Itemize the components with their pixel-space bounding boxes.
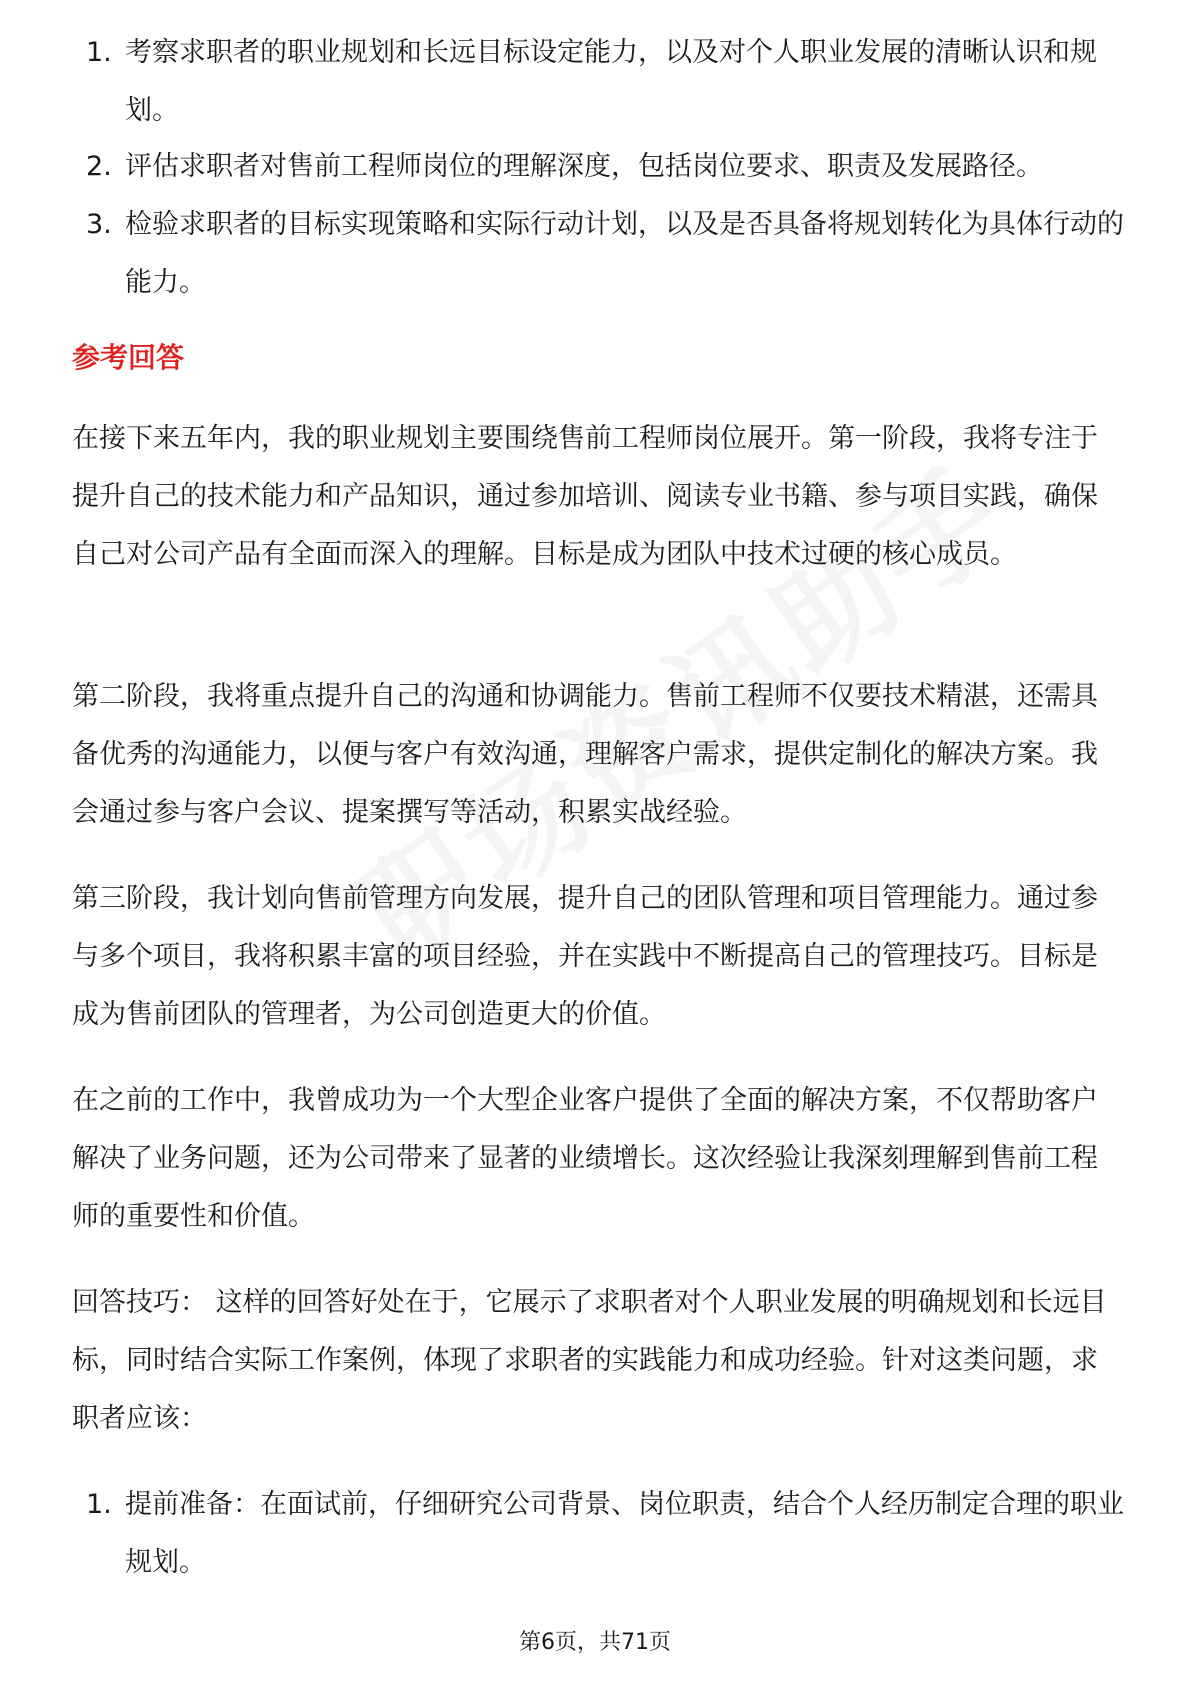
list-item — [72, 24, 1132, 140]
list-number: 3. — [86, 209, 112, 240]
list-item — [72, 1476, 1132, 1592]
list-item — [72, 196, 1132, 312]
list-number: 2. — [86, 151, 112, 182]
tips-list — [72, 1476, 1132, 1592]
paragraph: 在之前的工作中，我曾成功为一个大型企业客户提供了全面的解决方案，不仅帮助客户解决了业务问题，还为公司带来了显著的业绩增长。这次经验让我深刻理解到售前工程师的重要性和价值。 — [72, 1085, 1098, 1232]
paragraph: 在接下来五年内，我的职业规划主要围绕售前工程师岗位展开。第一阶段，我将专注于提升自己的技术能力和产品知识，通过参加培训、阅读专业书籍、参与项目实践，确保自己对公司产品有全面而深入的理解。目标是成为团队中技术过硬的核心成员。 — [72, 423, 1098, 570]
list-text: 检验求职者的目标实现策略和实际行动计划，以及是否具备将规划转化为具体行动的能力。 — [125, 209, 1124, 298]
paragraph: 第二阶段，我将重点提升自己的沟通和协调能力。售前工程师不仅要技术精湛，还需具备优秀的沟通能力，以便与客户有效沟通，理解客户需求，提供定制化的解决方案。我会通过参与客户会议、提案撰写等活动，积累实战经验。 — [72, 681, 1098, 828]
paragraph: 第三阶段，我计划向售前管理方向发展，提升自己的团队管理和项目管理能力。通过参与多个项目，我将积累丰富的项目经验，并在实践中不断提高自己的管理技巧。目标是成为售前团队的管理者，为公司创造更大的价值。 — [72, 883, 1098, 1030]
list-text: 评估求职者对售前工程师岗位的理解深度，包括岗位要求、职责及发展路径。 — [125, 151, 1043, 182]
page-number: 第6页，共71页 — [519, 1630, 671, 1655]
list-text: 考察求职者的职业规划和长远目标设定能力，以及对个人职业发展的清晰认识和规划。 — [125, 37, 1097, 126]
list-item — [72, 138, 1132, 196]
list-number: 1. — [86, 37, 112, 68]
section-heading: 参考回答 — [72, 341, 185, 374]
list-number: 1. — [86, 1489, 112, 1520]
objective-list — [72, 24, 1132, 312]
paragraph: 回答技巧： 这样的回答好处在于，它展示了求职者对个人职业发展的明确规划和长远目标，同时结合实际工作案例，体现了求职者的实践能力和成功经验。针对这类问题，求职者应该： — [72, 1287, 1107, 1434]
list-text: 提前准备：在面试前，仔细研究公司背景、岗位职责，结合个人经历制定合理的职业规划。 — [125, 1489, 1124, 1578]
